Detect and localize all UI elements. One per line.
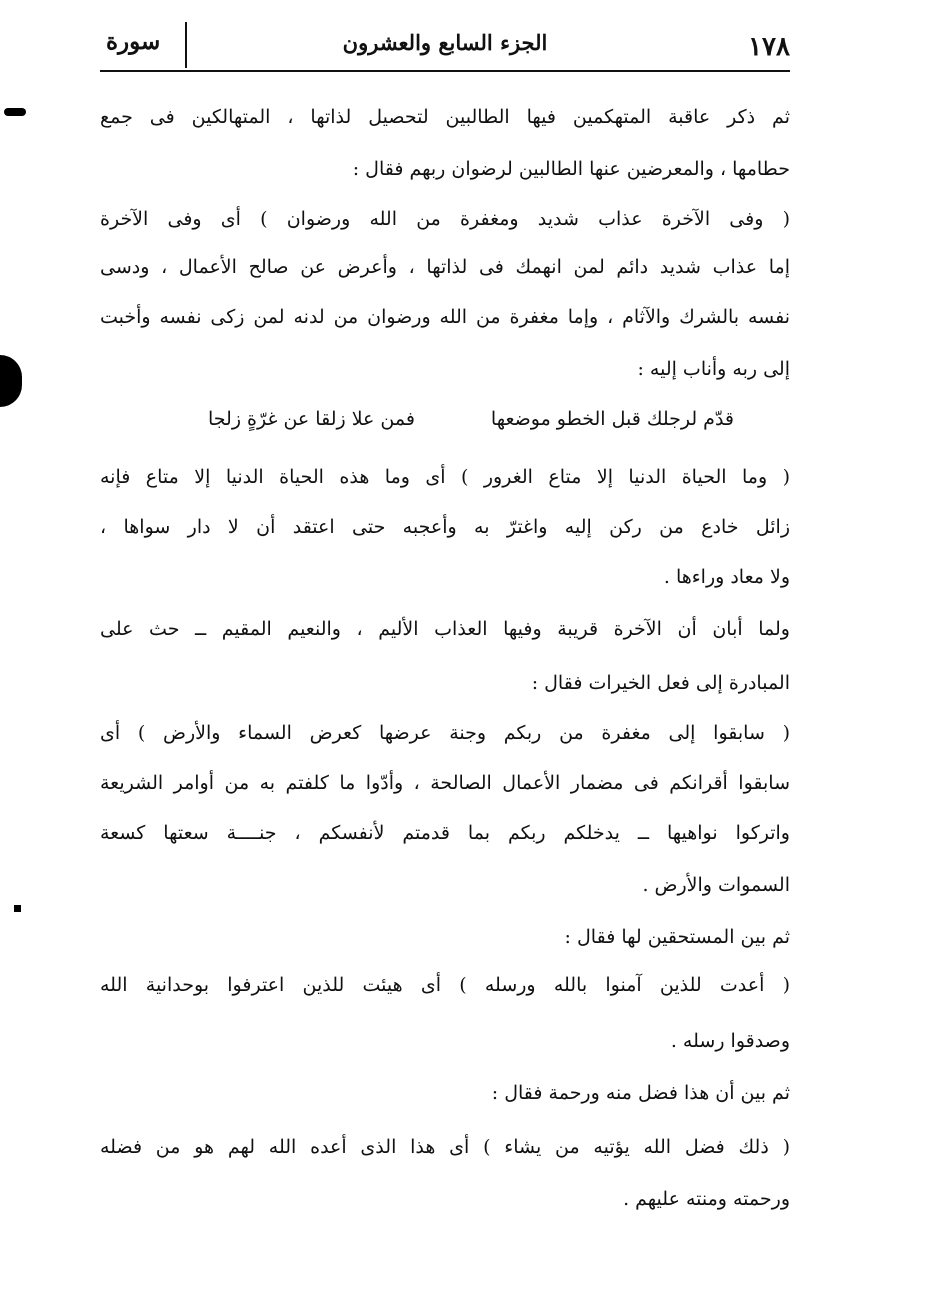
text-line: إما عذاب شديد دائم لمن انهمك فى لذاتها ، وأعرض عن صالح الأعمال ، ودسى <box>100 256 790 278</box>
text-line: المبادرة إلى فعل الخيرات فقال : <box>531 672 790 694</box>
text-line: ثم ذكر عاقبة المتهكمين فيها الطالبين لتحصيل لذاتها ، المتهالكين فى جمع <box>100 106 790 128</box>
text-line: ( أعدت للذين آمنوا بالله ورسله ) أى هيئت للذين اعترفوا بوحدانية الله <box>100 974 790 996</box>
text-line: زائل خادع من ركن إليه واغترّ به وأعجبه حتى اعتقد أن لا دار سواها ، <box>100 516 790 538</box>
running-title: الجزء السابع والعشرون <box>342 30 548 55</box>
page-number: ١٧٨ <box>748 32 790 62</box>
text-line: ولما أبان أن الآخرة قريبة وفيها العذاب الأليم ، والنعيم المقيم ــ حث على <box>100 618 790 640</box>
text-line: وصدقوا رسله . <box>670 1030 790 1052</box>
text-line: ( سابقوا إلى مغفرة من ربكم وجنة عرضها كعرض السماء والأرض ) أى <box>100 722 790 744</box>
scan-mark-mid-left <box>0 355 22 407</box>
text-line: ولا معاد وراءها . <box>663 566 790 588</box>
text-line: إلى ربه وأناب إليه : <box>637 358 790 380</box>
scan-mark-top-left <box>4 108 26 116</box>
text-line: السموات والأرض . <box>642 874 790 896</box>
page-header <box>100 18 790 72</box>
text-line: ثم بين المستحقين لها فقال : <box>564 926 790 948</box>
text-line: سابقوا أقرانكم فى مضمار الأعمال الصالحة ، وأدّوا ما كلفتم به من أوامر الشريعة <box>100 772 790 794</box>
text-line: ( ذلك فضل الله يؤتيه من يشاء ) أى هذا الذى أعده الله لهم هو من فضله <box>100 1136 790 1158</box>
surah-label: سورة <box>106 28 161 55</box>
verse-second-hemistich: فمن علا زلقا عن غرّةٍ زلجا <box>208 408 415 430</box>
header-bracket <box>185 22 187 68</box>
text-line: حطامها ، والمعرضين عنها الطالبين لرضوان ربهم فقال : <box>352 158 790 180</box>
text-line: واتركوا نواهيها ــ يدخلكم ربكم بما قدمتم لأنفسكم ، جنــــة سعتها كسعة <box>100 822 790 844</box>
text-line: نفسه بالشرك والآثام ، وإما مغفرة من الله ورضوان من لدنه لمن زكى نفسه وأخبت <box>100 306 790 328</box>
text-line: ( وما الحياة الدنيا إلا متاع الغرور ) أى وما هذه الحياة الدنيا إلا متاع فإنه <box>100 466 790 488</box>
text-line: ثم بين أن هذا فضل منه ورحمة فقال : <box>491 1082 790 1104</box>
text-line: ورحمته ومنته عليهم . <box>623 1188 790 1210</box>
scan-mark-small-left <box>14 905 21 912</box>
text-line: ( وفى الآخرة عذاب شديد ومغفرة من الله ورضوان ) أى وفى الآخرة <box>100 208 790 230</box>
verse-first-hemistich: قدّم لرجلك قبل الخطو موضعها <box>490 408 734 430</box>
